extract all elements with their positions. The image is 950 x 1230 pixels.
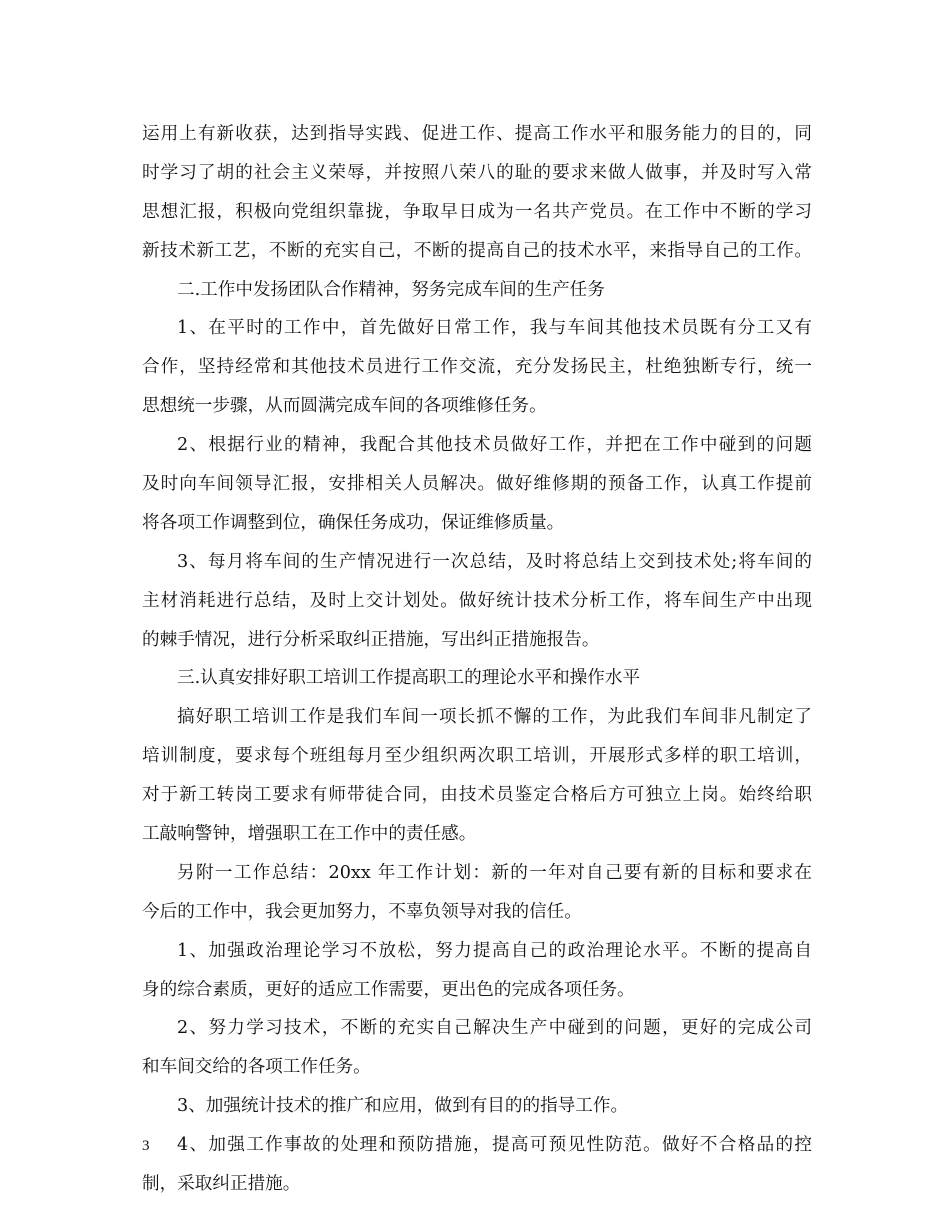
text-line: 新技术新工艺，不断的充实自己，不断的提高自己的技术水平，来指导自己的工作。 (142, 240, 812, 261)
text-line: 1、加强政治理论学习不放松，努力提高自己的政治理论水平。不断的提高自 (177, 940, 812, 961)
text-line: 搞好职工培训工作是我们车间一项长抓不懈的工作，为此我们车间非凡制定了 (177, 707, 812, 728)
text-line: 2、努力学习技术，不断的充实自己解决生产中碰到的问题，更好的完成公司 (177, 1018, 812, 1039)
text-line: 思想统一步骤，从而圆满完成车间的各项维修任务。 (142, 396, 547, 417)
text-line: 今后的工作中，我会更加努力，不辜负领导对我的信任。 (142, 901, 582, 922)
text-line: 合作，坚持经常和其他技术员进行工作交流，充分发扬民主，杜绝独断专行，统一 (142, 357, 812, 378)
text-line: 1、在平时的工作中，首先做好日常工作，我与车间其他技术员既有分工又有 (177, 318, 812, 339)
text-line: 2、根据行业的精神，我配合其他技术员做好工作，并把在工作中碰到的问题 (177, 435, 812, 456)
text-line: 身的综合素质，更好的适应工作需要，更出色的完成各项任务。 (142, 979, 635, 1000)
text-line: 二.工作中发扬团队合作精神，努务完成车间的生产任务 (177, 279, 605, 300)
text-line: 三.认真安排好职工培训工作提高职工的理论水平和操作水平 (177, 668, 641, 689)
page-number: 3 (142, 1138, 150, 1154)
text-line: 主材消耗进行总结，及时上交计划处。做好统计技术分析工作，将车间生产中出现 (142, 590, 812, 611)
text-line: 另附一工作总结：20xx 年工作计划：新的一年对自己要有新的目标和要求在 (177, 862, 812, 883)
text-line: 3、加强统计技术的推广和应用，做到有目的的指导工作。 (177, 1096, 629, 1117)
text-line: 运用上有新收获，达到指导实践、促进工作、提高工作水平和服务能力的目的，同 (142, 124, 812, 144)
text-line: 4、加强工作事故的处理和预防措施，提高可预见性防范。做好不合格品的控 (177, 1135, 812, 1156)
text-line: 制，采取纠正措施。 (142, 1174, 301, 1195)
text-line: 时学习了胡的社会主义荣辱，并按照八荣八的耻的要求来做人做事，并及时写入常 (142, 162, 812, 183)
document-body (142, 115, 812, 1204)
text-line: 培训制度，要求每个班组每月至少组织两次职工培训，开展形式多样的职工培训， (142, 746, 812, 767)
text-line: 对于新工转岗工要求有师带徒合同，由技术员鉴定合格后方可独立上岗。始终给职 (142, 785, 812, 806)
text-line: 思想汇报，积极向党组织靠拢，争取早日成为一名共产党员。在工作中不断的学习 (142, 201, 812, 222)
text-line: 和车间交给的各项工作任务。 (142, 1057, 371, 1078)
text-line: 的棘手情况，进行分析采取纠正措施，写出纠正措施报告。 (142, 629, 600, 650)
text-line: 3、每月将车间的生产情况进行一次总结，及时将总结上交到技术处;将车间的 (177, 551, 812, 572)
text-line: 将各项工作调整到位，确保任务成功，保证维修质量。 (142, 512, 565, 533)
text-line: 及时向车间领导汇报，安排相关人员解决。做好维修期的预备工作，认真工作提前 (142, 474, 812, 495)
text-line: 工敲响警钟，增强职工在工作中的责任感。 (142, 824, 477, 845)
